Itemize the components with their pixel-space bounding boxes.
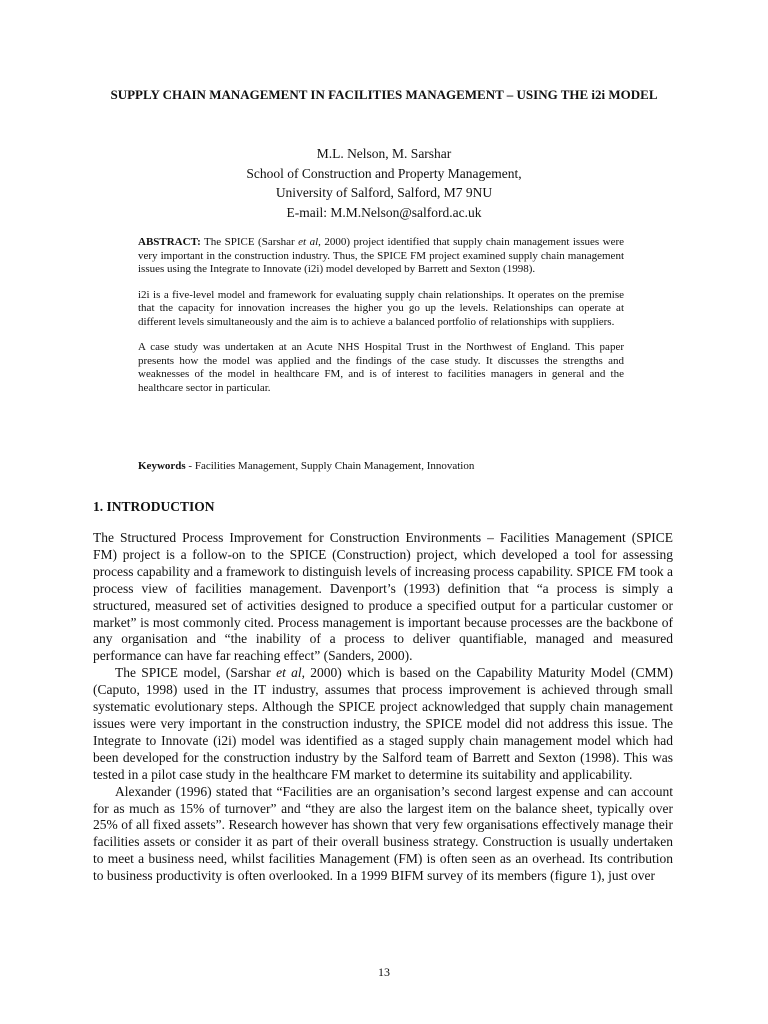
author-address: University of Salford, Salford, M7 9NU [275,185,493,200]
keywords-text: - Facilities Management, Supply Chain Management, Innovation [185,460,475,472]
section-heading: 1. INTRODUCTION [93,499,215,514]
paper-title: SUPPLY CHAIN MANAGEMENT IN FACILITIES MANAGEMENT – USING THE i2i MODEL [110,87,658,102]
body-citation-etal: et al [276,665,302,681]
abstract-text: , 2000) project identified that supply chain management issues were very important in the construction industry. Thus, the SPICE FM project examined supply chain management issues using the Integrate to Innovate (i2i) model developed by Barrett and Sexton (1998). [138,236,624,275]
page-number: 13 [378,965,390,979]
author-block [70,144,698,222]
abstract [138,236,624,407]
keywords [138,459,638,473]
abstract-paragraph-3: A case study was undertaken at an Acute NHS Hospital Trust in the Northwest of England. This paper presents how the model was applied and the findings of the case study. It discusses the strengths and weaknesses of the model in healthcare FM, and is of interest to facilities managers in general and the healthcare sector in particular. [138,341,624,394]
body-paragraph-1: The Structured Process Improvement for Construction Environments – Facilities Management (SPICE FM) project is a follow-on to the SPICE (Construction) project, which developed a tool for assessing process capability and a framework to distinguish levels of increasing process capability. SPICE FM took a process view of facilities management. Davenport’s (1993) definition that “a process is simply a structured, measured set of activities designed to produce a specified output for a particular customer or market” is most commonly cited. Process management is important because processes are the backbone of any organisation and “the inability of a process to deliver quantifiable, managed and measured performance can have far reaching effect” (Sanders, 2000). [93,530,673,664]
author-email: E-mail: M.M.Nelson@salford.ac.uk [286,204,482,220]
abstract-label: ABSTRACT: [138,236,201,248]
body-text: The SPICE model, (Sarshar [115,665,277,681]
author-affiliation: School of Construction and Property Management, [246,165,522,181]
keywords-label: Keywords [138,460,186,472]
body-text: , 2000) which is based on the Capability Maturity Model (CMM) (Caputo, 1998) used in the IT industry, assumes that process improvement is achieved through small systematic evolutionary steps. Although the SPICE project acknowledged that supply chain management issues were very important in the construction industry, the SPICE model did not address this issue. The Integrate to Innovate (i2i) model was identified as a staged supply chain management model which had been developed for the construction industry by the Salford team of Barrett and Sexton (1998). This was tested in a pilot case study in the healthcare FM market to determine its suitability and applicability. [93,665,673,782]
author-names: M.L. Nelson, M. Sarshar [316,146,452,161]
section-body [93,530,673,885]
abstract-paragraph-1 [138,236,624,277]
abstract-text: The SPICE (Sarshar [200,236,299,248]
body-paragraph-2 [93,665,673,783]
abstract-citation-etal: et al [298,236,319,248]
body-paragraph-3: Alexander (1996) stated that “Facilities are an organisation’s second largest expense and can account for as much as 15% of turnover” and “they are also the largest item on the balance sheet, typically over 25% of all fixed assets”. Research however has shown that very few organisations effectively manage their facilities assets or consider it as part of their overall business strategy. Construction is usually undertaken to meet a business need, whilst facilities Management (FM) is often seen as an overhead. Its contribution to business productivity is often overlooked. In a 1999 BIFM survey of its members (figure 1), just over [93,783,673,884]
abstract-paragraph-2: i2i is a five-level model and framework for evaluating supply chain relationships. It operates on the premise that the capacity for innovation increases the higher you go up the levels. Relationships can operate at different levels simultaneously and the aim is to achieve a balanced portfolio of relationships with suppliers. [138,288,624,328]
